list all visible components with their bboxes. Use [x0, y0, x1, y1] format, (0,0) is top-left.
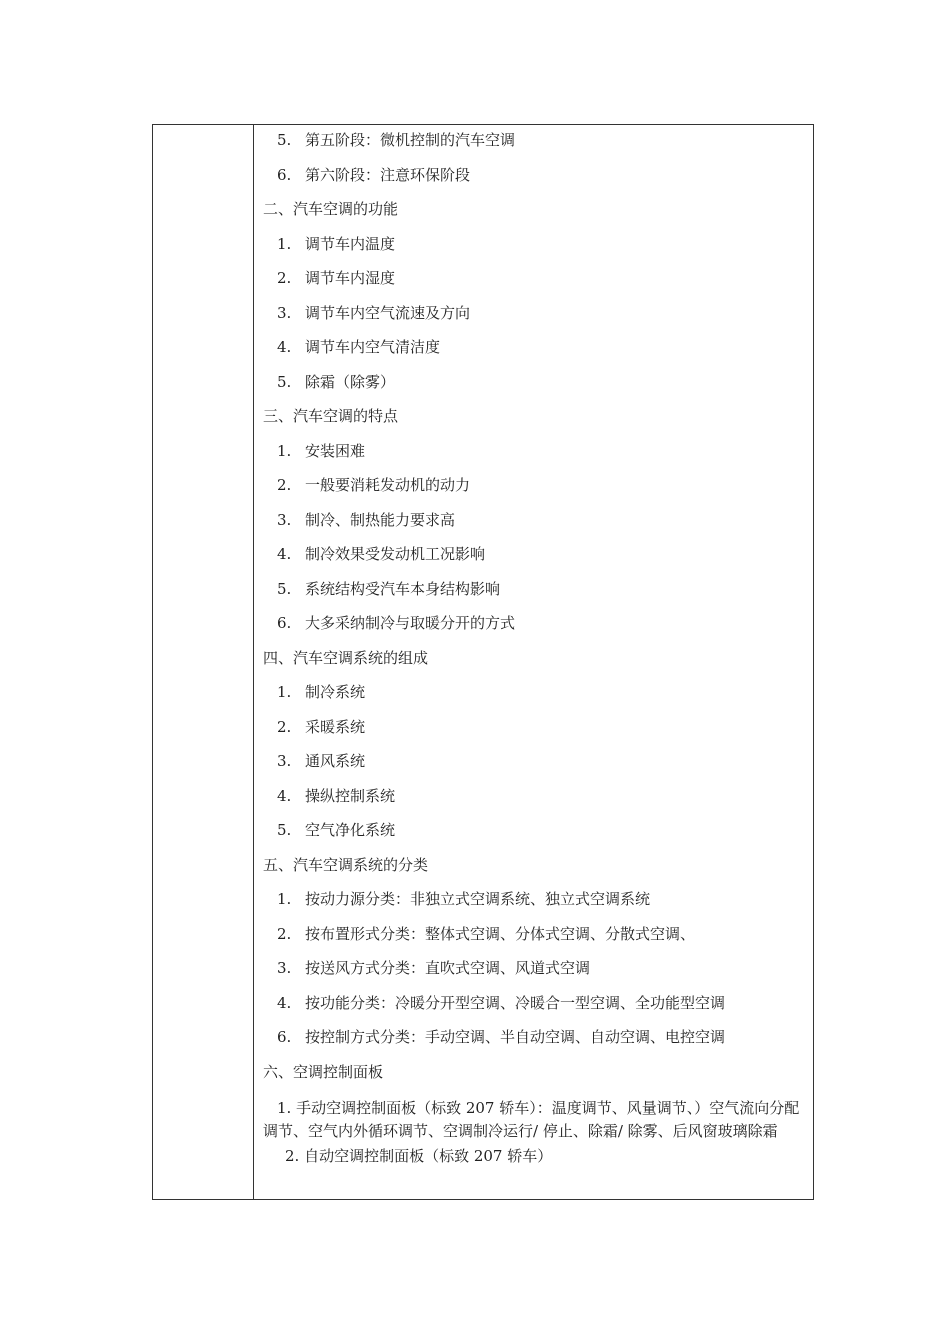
list-item: [263, 990, 803, 1025]
list-item-text: 大多采纳制冷与取暖分开的方式: [305, 614, 516, 632]
list-item-number: 3.: [277, 510, 292, 529]
list-item-text: 安装困难: [305, 441, 366, 460]
list-item-text: 通风系统: [305, 752, 366, 770]
list-item: [263, 541, 803, 576]
auto-control-panel-line: 2. 自动空调控制面板（标致 207 轿车）: [285, 1147, 553, 1165]
list-item-text: 按功能分类：冷暖分开型空调、冷暖合一型空调、全功能型空调: [305, 993, 726, 1012]
list-item-number: 5.: [277, 821, 292, 839]
list-item-text: 制冷、制热能力要求高: [305, 510, 456, 529]
list-item-text: 按动力源分类：非独立式空调系统、独立式空调系统: [305, 890, 651, 908]
list-item-number: 6.: [277, 614, 292, 632]
list-item-number: 6.: [277, 165, 292, 184]
list-item: [263, 576, 803, 611]
list-item-text: 除霜（除雾）: [305, 372, 396, 391]
column-divider: [253, 125, 254, 1199]
list-item-text: 制冷效果受发动机工况影响: [305, 545, 486, 563]
section-heading-text: 三、汽车空调的特点: [263, 407, 399, 425]
list-item: [263, 955, 803, 990]
list-item-number: 4.: [277, 545, 292, 563]
list-item-number: 3.: [277, 752, 292, 770]
list-item: [263, 679, 803, 714]
list-item-number: 4.: [277, 786, 292, 805]
section-heading: [263, 852, 803, 887]
section-heading-text: 五、汽车空调系统的分类: [263, 855, 429, 874]
section-heading: [263, 645, 803, 680]
table-content-cell: [263, 127, 803, 1169]
list-item-number: 5.: [277, 579, 292, 598]
list-item: [263, 610, 803, 645]
list-item-number: 4.: [277, 338, 292, 356]
list-item-text: 按布置形式分类：整体式空调、分体式空调、分散式空调、: [305, 924, 696, 943]
list-item-text: 操纵控制系统: [305, 786, 396, 805]
list-item-text: 制冷系统: [305, 683, 366, 701]
list-item-text: 第五阶段：微机控制的汽车空调: [305, 131, 516, 149]
list-item-text: 一般要消耗发动机的动力: [305, 476, 471, 494]
list-item-number: 4.: [277, 993, 292, 1012]
list-item-text: 调节车内温度: [305, 234, 396, 253]
section-heading: [263, 403, 803, 438]
list-item: [263, 1024, 803, 1059]
list-item: [263, 714, 803, 749]
list-item-text: 空气净化系统: [305, 821, 396, 839]
list-item-number: 2.: [277, 924, 292, 943]
list-item: [263, 265, 803, 300]
control-panel-paragraph: 1. 手动空调控制面板（标致 207 轿车）：温度调节、风量调节、）空气流向分配调节、空气内外循环调节、空调制冷运行/ 停止、除霜/ 除雾、后风窗玻璃除霜: [263, 1099, 800, 1140]
section-heading-text: 二、汽车空调的功能: [263, 200, 399, 218]
list-item: [263, 472, 803, 507]
list-item: [263, 127, 803, 162]
list-item-text: 系统结构受汽车本身结构影响: [305, 579, 501, 598]
list-item: [263, 748, 803, 783]
list-item-number: 5.: [277, 131, 292, 149]
list-item-number: 3.: [277, 303, 292, 322]
list-item-number: 1.: [277, 234, 292, 253]
list-item-number: 2.: [277, 269, 292, 287]
list-item-number: 2.: [277, 717, 292, 736]
list-item-text: 采暖系统: [305, 717, 366, 736]
section-heading-text: 六、空调控制面板: [263, 1062, 384, 1081]
list-item-text: 按送风方式分类：直吹式空调、风道式空调: [305, 959, 591, 977]
list-item-number: 1.: [277, 441, 292, 460]
list-item: [263, 921, 803, 956]
list-item: [263, 334, 803, 369]
list-item-number: 5.: [277, 372, 292, 391]
section-heading: [263, 1059, 803, 1094]
content-lines: [263, 127, 803, 1093]
content-table: [152, 124, 814, 1200]
list-item-number: 6.: [277, 1028, 292, 1046]
list-item: [263, 438, 803, 473]
list-item-text: 调节车内湿度: [305, 269, 396, 287]
list-item: [263, 231, 803, 266]
section-heading-text: 四、汽车空调系统的组成: [263, 648, 429, 667]
list-item-number: 1.: [277, 890, 292, 908]
list-item: [263, 162, 803, 197]
list-item: [263, 783, 803, 818]
list-item: [263, 886, 803, 921]
section-heading: [263, 196, 803, 231]
list-item-text: 调节车内空气清洁度: [305, 338, 441, 356]
list-item-number: 1.: [277, 683, 292, 701]
list-item: [263, 369, 803, 404]
list-item: [263, 300, 803, 335]
list-item-text: 调节车内空气流速及方向: [305, 303, 471, 322]
list-item: [263, 507, 803, 542]
list-item-number: 2.: [277, 476, 292, 494]
list-item: [263, 817, 803, 852]
list-item-text: 第六阶段：注意环保阶段: [305, 165, 471, 184]
list-item-number: 3.: [277, 959, 292, 977]
list-item-text: 按控制方式分类：手动空调、半自动空调、自动空调、电控空调: [305, 1028, 726, 1046]
